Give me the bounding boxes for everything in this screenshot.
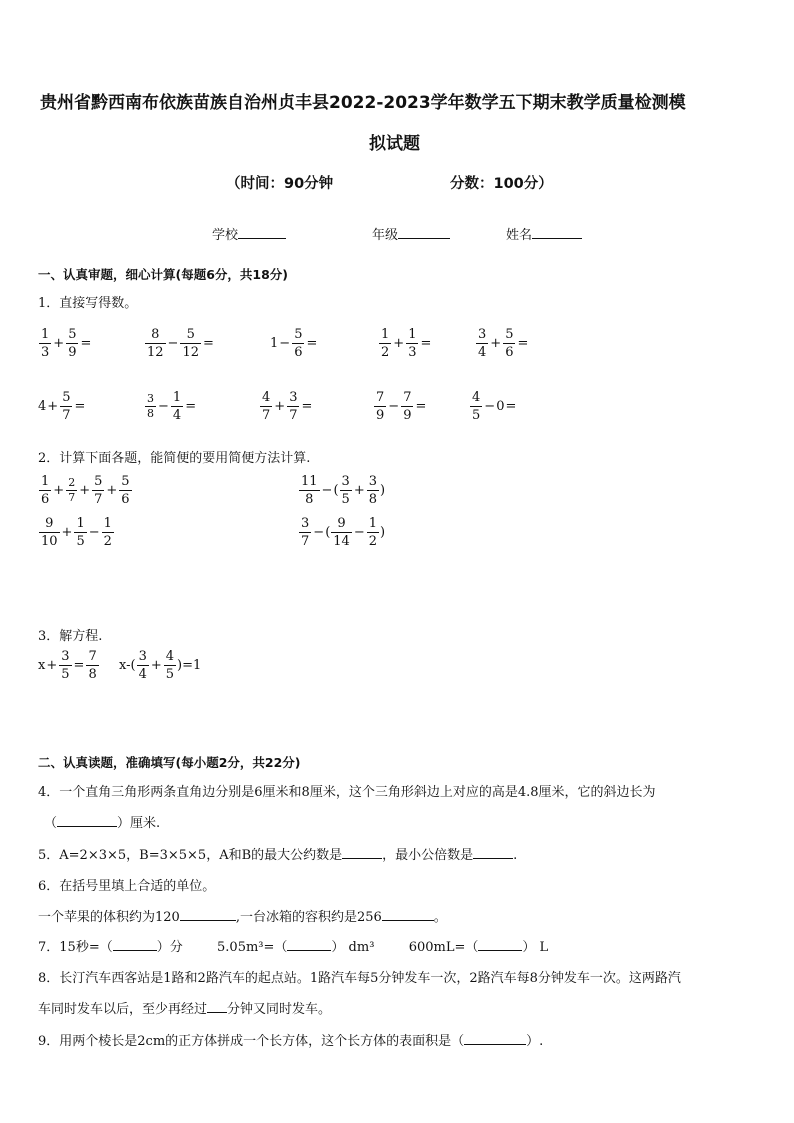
fraction-denominator: 7 — [289, 408, 298, 423]
fraction-denominator: 4 — [172, 408, 182, 423]
fraction-denominator: 7 — [62, 408, 71, 423]
name-label: 姓名 — [506, 228, 533, 243]
fraction — [340, 473, 352, 508]
fraction-denominator: 8 — [368, 492, 377, 507]
fraction — [260, 389, 272, 424]
school-field — [212, 224, 286, 243]
q8-line2: 车同时发车以后，至少再经过 分钟又同时发车。 — [38, 998, 331, 1017]
fraction-denominator: 8 — [147, 407, 154, 420]
q6-blank-2[interactable] — [382, 907, 434, 921]
math-operator: = — [415, 399, 427, 414]
math-operator: + — [150, 658, 162, 673]
fraction — [379, 326, 391, 361]
section1-heading: 一、认真审题，细心计算(每题6分，共18分) — [38, 267, 289, 282]
fraction-numerator: 3 — [147, 392, 154, 405]
fraction-denominator: 6 — [41, 492, 50, 507]
fraction-denominator: 6 — [294, 345, 303, 360]
math-operator: + — [53, 483, 65, 498]
math-operator: = — [74, 399, 86, 414]
fraction — [406, 326, 418, 361]
fraction — [287, 389, 299, 424]
fraction-numerator: 7 — [88, 649, 97, 664]
fraction — [86, 648, 98, 683]
fraction-denominator: 2 — [381, 345, 390, 360]
fraction-numerator: 5 — [180, 326, 201, 344]
fraction-denominator: 7 — [262, 408, 271, 423]
q5-line: 5．A=2×3×5，B=3×5×5，A和B的最大公约数是 ，最小公倍数是 . — [38, 844, 517, 863]
fraction-denominator: 9 — [376, 408, 385, 423]
fraction-numerator: 5 — [62, 390, 71, 405]
fraction-numerator: 3 — [61, 649, 70, 664]
math-operator: − — [88, 525, 100, 540]
math-operator: − — [388, 399, 400, 414]
q7-line: 7．15秒=（ ）分 5.05m³=（ ） dm³ 600mL=（ ） L — [38, 936, 548, 955]
fraction — [180, 326, 201, 361]
fraction-denominator: 12 — [147, 345, 164, 360]
math-operator: − — [158, 399, 169, 414]
fraction — [137, 648, 149, 683]
fraction-numerator: 5 — [121, 474, 130, 489]
fraction — [59, 648, 71, 683]
fraction — [66, 476, 77, 505]
q6-blank-1[interactable] — [180, 907, 236, 921]
math-operator: + — [274, 399, 286, 414]
q3-text: 3．解方程. — [38, 629, 103, 644]
q1-expr-7 — [144, 389, 197, 424]
fraction — [145, 392, 156, 421]
q5-lcm-blank[interactable] — [473, 845, 513, 859]
q7-blank-1[interactable] — [113, 937, 157, 951]
fraction-numerator: 4 — [165, 649, 175, 664]
q1-expr-2 — [144, 326, 215, 361]
q1-text: 1．直接写得数。 — [38, 296, 138, 311]
fraction-numerator: 5 — [68, 327, 77, 342]
fraction-numerator: 3 — [301, 516, 310, 531]
school-label: 学校 — [212, 228, 239, 243]
math-operator: = — [517, 336, 529, 351]
fraction — [66, 326, 78, 361]
fraction — [171, 389, 183, 424]
fraction-denominator: 12 — [182, 345, 199, 360]
fraction — [470, 389, 482, 424]
section2-heading: 二、认真读题，准确填写(每小题2分，共22分) — [38, 755, 301, 770]
math-operator: + — [79, 483, 91, 498]
fraction — [331, 515, 352, 550]
fraction — [401, 389, 413, 424]
math-operator: + — [353, 483, 365, 498]
grade-field — [372, 224, 450, 243]
math-operator: = — [73, 658, 85, 673]
q2-expr-2: $\frac{11}{8}$ − ( $\frac{3}{5}$ + $\frac{3}{8}$ ) — [301, 474, 386, 507]
fraction — [39, 473, 51, 508]
school-blank[interactable] — [238, 225, 286, 239]
doc-title-line2: 拟试题 — [369, 134, 420, 154]
fraction-denominator: 5 — [472, 408, 481, 423]
q2-expr-1 — [38, 473, 133, 508]
fraction — [367, 473, 379, 508]
q4-line1: 4．一个直角三角形两条直角边分别是6厘米和8厘米，这个三角形斜边上对应的高是4.8厘米，它的斜边长为 — [38, 785, 656, 800]
q4-line2: （ ）厘米. — [44, 812, 160, 831]
fraction-numerator: 3 — [341, 474, 350, 489]
fraction-denominator: 9 — [403, 408, 412, 423]
fraction-denominator: 14 — [333, 534, 350, 549]
math-operator: + — [490, 336, 502, 351]
q4-answer-blank[interactable] — [57, 813, 117, 827]
fraction-denominator: 6 — [505, 345, 514, 360]
q1-expr-6: 4 + $\frac{5}{7}$ = — [38, 390, 86, 423]
fraction-numerator: 9 — [39, 515, 60, 533]
math-operator: = — [80, 336, 92, 351]
fraction-numerator: 5 — [294, 327, 303, 342]
q9-blank[interactable] — [464, 1031, 526, 1045]
fraction-numerator: 1 — [408, 327, 417, 342]
q1-expr-10: $\frac{4}{5}$ − 0 = — [472, 390, 517, 423]
q2-text: 2．计算下面各题，能简便的要用简便方法计算. — [38, 451, 311, 466]
math-operator: + — [46, 658, 58, 673]
math-operator: = — [301, 399, 313, 414]
score-info: 分数：100分） — [450, 176, 553, 192]
q8-blank[interactable] — [207, 999, 227, 1013]
grade-label: 年级 — [372, 228, 399, 243]
fraction-numerator: 5 — [94, 474, 103, 489]
q7-blank-2[interactable] — [287, 937, 331, 951]
fraction — [374, 389, 386, 424]
fraction-denominator: 8 — [88, 667, 97, 682]
fraction — [74, 515, 86, 550]
q3-eq-2: x- ( $\frac{3}{4}$ + $\frac{4}{5}$ )=1 — [119, 649, 202, 682]
fraction — [292, 326, 304, 361]
fraction-numerator: 4 — [472, 390, 481, 405]
fraction-numerator: 3 — [368, 474, 377, 489]
math-operator: + — [47, 399, 59, 414]
math-operator: − — [279, 336, 291, 351]
math-operator: − — [167, 336, 179, 351]
fraction-numerator: 3 — [289, 390, 298, 405]
time-info: （时间：90分钟 — [226, 176, 334, 192]
math-operator: = — [420, 336, 432, 351]
fraction-denominator: 4 — [138, 667, 147, 682]
fraction-numerator: 1 — [103, 516, 112, 531]
math-operator: + — [106, 483, 118, 498]
q2-expr-3 — [38, 515, 115, 550]
fraction — [164, 648, 176, 683]
q1-expr-9 — [373, 389, 427, 424]
q8-line1: 8．长汀汽车西客站是1路和2路汽车的起点站。1路汽车每5分钟发车一次，2路汽车每8分钟发车一次。这两路汽 — [38, 971, 681, 986]
math-operator: + — [61, 525, 73, 540]
math-operator: − — [313, 525, 325, 540]
fraction — [119, 473, 131, 508]
fraction-numerator: 4 — [262, 390, 271, 405]
q1-expr-3: 1 − $\frac{5}{6}$ = — [270, 327, 318, 360]
fraction-numerator: 1 — [41, 474, 50, 489]
name-blank[interactable] — [532, 225, 582, 239]
fraction — [39, 515, 60, 550]
fraction — [145, 326, 166, 361]
fraction — [102, 515, 114, 550]
q7-blank-3[interactable] — [478, 937, 522, 951]
fraction-denominator: 5 — [61, 667, 70, 682]
fraction-numerator: 1 — [368, 516, 377, 531]
fraction-numerator: 7 — [403, 390, 412, 405]
fraction-denominator: 5 — [76, 534, 85, 549]
q1-expr-4 — [378, 326, 432, 361]
fraction-numerator: 1 — [76, 516, 85, 531]
q1-expr-5 — [475, 326, 529, 361]
q2-expr-4: $\frac{3}{7}$ − ( $\frac{9}{14}$ − $\frac{1}{2}$ ) — [301, 516, 386, 549]
q6-text: 6．在括号里填上合适的单位。 — [38, 879, 216, 894]
fraction-numerator: 5 — [505, 327, 514, 342]
fraction-denominator: 2 — [368, 534, 377, 549]
math-operator: + — [393, 336, 405, 351]
math-operator: − — [484, 399, 496, 414]
q1-expr-1 — [38, 326, 92, 361]
fraction — [299, 515, 311, 550]
q6-line2: 一个苹果的体积约为120 ,一台冰箱的容积约是256 。 — [38, 906, 447, 925]
fraction — [503, 326, 515, 361]
fraction-numerator: 1 — [172, 390, 182, 405]
fraction-numerator: 8 — [145, 326, 166, 344]
fraction-denominator: 4 — [478, 345, 487, 360]
fraction — [92, 473, 104, 508]
fraction-numerator: 9 — [331, 515, 352, 533]
fraction-denominator: 7 — [301, 534, 310, 549]
fraction-denominator: 7 — [94, 492, 103, 507]
fraction-denominator: 5 — [165, 667, 175, 682]
fraction-numerator: 11 — [301, 474, 318, 489]
fraction — [60, 389, 72, 424]
math-operator: − — [353, 525, 365, 540]
name-field — [506, 224, 582, 243]
fraction-denominator: 9 — [68, 345, 77, 360]
fraction — [476, 326, 488, 361]
fraction — [367, 515, 379, 550]
q1-expr-8 — [259, 389, 313, 424]
math-operator: = — [505, 399, 517, 414]
fraction-denominator: 10 — [41, 534, 58, 549]
q5-gcd-blank[interactable] — [342, 845, 382, 859]
fraction-denominator: 7 — [68, 491, 76, 504]
math-operator: = — [306, 336, 318, 351]
fraction — [39, 326, 51, 361]
math-operator: = — [203, 336, 214, 351]
q3-eq-1: x + $\frac{3}{5}$ = $\frac{7}{8}$ — [38, 649, 97, 682]
fraction-denominator: 6 — [121, 492, 130, 507]
fraction-numerator: 3 — [138, 649, 147, 664]
fraction-numerator: 3 — [478, 327, 487, 342]
fraction-denominator: 8 — [305, 492, 314, 507]
fraction-denominator: 5 — [341, 492, 350, 507]
grade-blank[interactable] — [398, 225, 450, 239]
fraction-denominator: 2 — [103, 534, 112, 549]
fraction-numerator: 1 — [381, 327, 390, 342]
q9-line: 9．用两个棱长是2cm的正方体拼成一个长方体，这个长方体的表面积是（ ）. — [38, 1030, 543, 1049]
fraction-numerator: 2 — [68, 476, 76, 489]
fraction — [299, 473, 320, 508]
fraction-denominator: 3 — [41, 345, 50, 360]
fraction-numerator: 1 — [41, 327, 50, 342]
math-operator: − — [321, 483, 333, 498]
math-operator: + — [53, 336, 65, 351]
math-operator: = — [185, 399, 197, 414]
fraction-denominator: 3 — [408, 345, 417, 360]
doc-title-line1: 贵州省黔西南布依族苗族自治州贞丰县2022-2023学年数学五下期末教学质量检测模 — [40, 93, 686, 113]
fraction-numerator: 7 — [376, 390, 385, 405]
